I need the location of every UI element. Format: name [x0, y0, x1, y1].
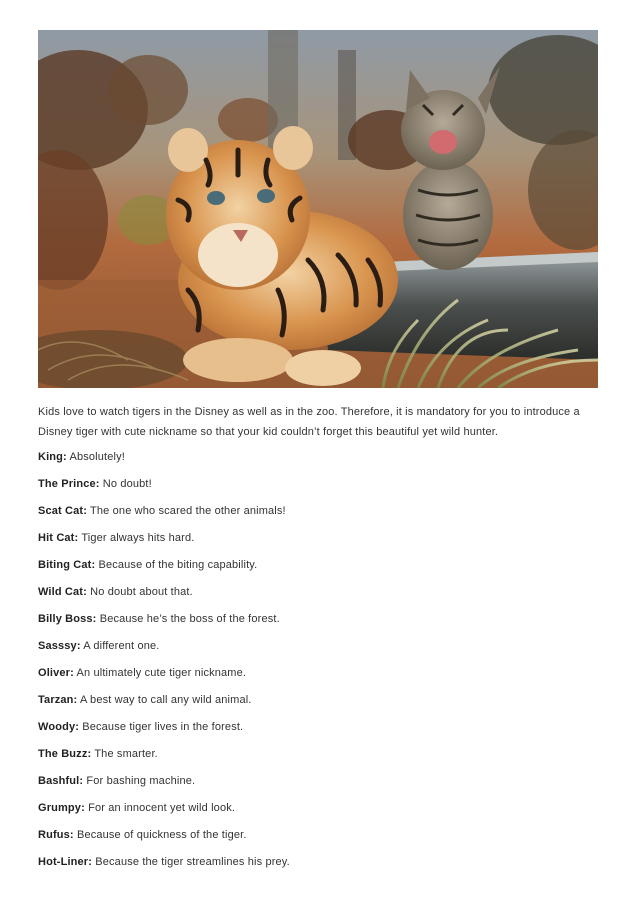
list-item [38, 471, 600, 498]
nickname-label: Hot-Liner: [38, 856, 93, 868]
list-item [38, 741, 600, 768]
nickname-description: Absolutely! [69, 451, 125, 463]
nickname-label: The Buzz: [38, 748, 92, 760]
tiger-kitten-photo [38, 30, 598, 388]
list-item [38, 714, 600, 741]
nickname-description: No doubt about that. [90, 586, 193, 598]
nickname-description: For an innocent yet wild look. [88, 802, 236, 814]
list-item [38, 822, 600, 849]
nickname-description: The smarter. [94, 748, 158, 760]
nickname-label: Biting Cat: [38, 559, 96, 571]
intro-paragraph: Kids love to watch tigers in the Disney as well as in the zoo. Therefore, it is mandatory for you to introduce a Disney tiger with cute nickname so that your kid couldn’t forget this beautiful yet wild hunter. [38, 406, 580, 438]
nickname-label: Oliver: [38, 667, 74, 679]
list-item [38, 660, 600, 687]
list-item [38, 552, 600, 579]
nickname-label: Rufus: [38, 829, 74, 841]
nickname-label: Grumpy: [38, 802, 85, 814]
list-item [38, 606, 600, 633]
nickname-description: An ultimately cute tiger nickname. [76, 667, 247, 679]
nickname-description: No doubt! [102, 478, 152, 490]
nickname-description: Because he’s the boss of the forest. [99, 613, 280, 625]
nickname-description: Because of quickness of the tiger. [76, 829, 247, 841]
list-item [38, 849, 600, 876]
nickname-description: A best way to call any wild animal. [79, 694, 252, 706]
list-item [38, 633, 600, 660]
nickname-label: Woody: [38, 721, 80, 733]
nickname-label: Scat Cat: [38, 505, 88, 517]
nickname-label: Billy Boss: [38, 613, 97, 625]
nickname-description: The one who scared the other animals! [90, 505, 286, 517]
nickname-label: Tarzan: [38, 694, 78, 706]
nickname-description: Because the tiger streamlines his prey. [95, 856, 290, 868]
nickname-label: The Prince: [38, 478, 100, 490]
list-item [38, 768, 600, 795]
nickname-label: King: [38, 451, 67, 463]
nickname-description: Because of the biting capability. [98, 559, 258, 571]
nickname-description: For bashing machine. [86, 775, 196, 787]
list-item [38, 795, 600, 822]
list-item [38, 579, 600, 606]
nickname-label: Bashful: [38, 775, 84, 787]
nickname-label: Hit Cat: [38, 532, 79, 544]
nickname-description: Tiger always hits hard. [81, 532, 195, 544]
list-item [38, 498, 600, 525]
list-item [38, 444, 600, 471]
nickname-label: Wild Cat: [38, 586, 87, 598]
nickname-description: Because tiger lives in the forest. [82, 721, 244, 733]
nickname-list [38, 444, 600, 876]
nickname-description: A different one. [83, 640, 160, 652]
list-item [38, 525, 600, 552]
nickname-label: Sasssy: [38, 640, 81, 652]
list-item [38, 687, 600, 714]
